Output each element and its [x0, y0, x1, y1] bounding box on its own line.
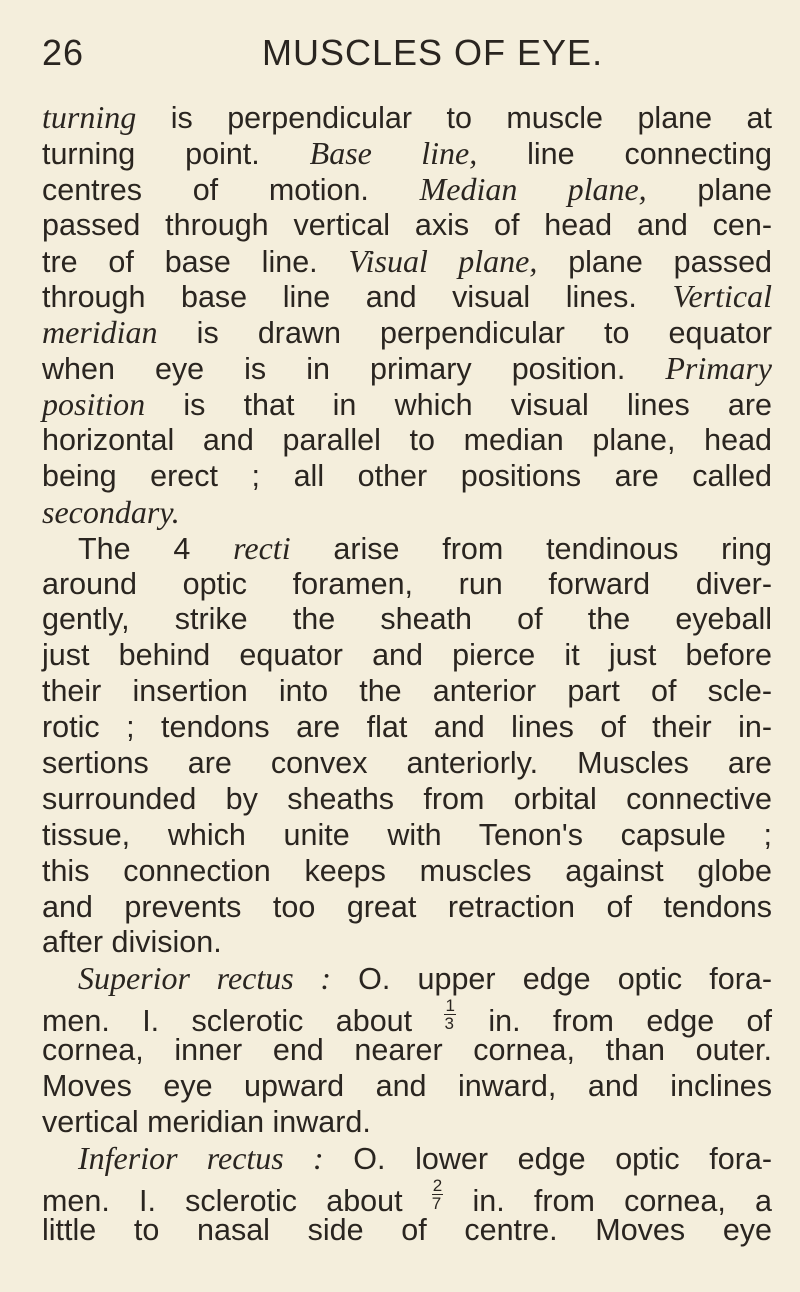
text-line — [42, 531, 772, 567]
text-run: in. from edge of — [455, 1004, 772, 1039]
text-run: The 4 — [78, 531, 234, 566]
text-line — [42, 996, 772, 1039]
italic-term: Superior rectus : — [78, 960, 332, 997]
text-line — [42, 244, 772, 280]
text-line — [42, 136, 772, 172]
text-run: O. upper edge optic fora- — [331, 962, 772, 997]
italic-term: position — [42, 386, 146, 423]
text-line — [42, 674, 772, 710]
text-line — [42, 602, 772, 638]
text-run: after division. — [42, 925, 222, 960]
italic-term: turning — [42, 99, 137, 135]
text-line — [42, 1141, 772, 1177]
text-line — [42, 782, 772, 818]
text-line — [42, 567, 772, 603]
text-line — [42, 423, 772, 459]
text-run: being erect ; all other positions are called — [42, 458, 772, 493]
text-run: men. I. sclerotic about — [42, 1183, 432, 1218]
text-run: cornea, inner end nearer cornea, than outer. — [42, 1033, 772, 1068]
text-run: men. I. sclerotic about — [42, 1004, 445, 1039]
body-text — [42, 100, 772, 1249]
text-line — [42, 459, 772, 495]
text-run: in. from cornea, a — [443, 1183, 772, 1218]
text-run: when eye is in primary position. — [42, 352, 666, 387]
text-line — [42, 100, 772, 136]
book-page — [42, 28, 772, 1249]
text-run: tre of base line. — [42, 244, 349, 279]
fraction-denominator: 3 — [444, 1014, 454, 1034]
text-line — [42, 854, 772, 890]
text-run: is drawn perpendicular to equator — [157, 316, 772, 351]
text-line — [42, 1105, 772, 1141]
text-run: rotic ; tendons are flat and lines of their in- — [42, 710, 772, 745]
text-line — [42, 961, 772, 997]
text-run: their insertion into the anterior part of scle- — [42, 674, 772, 709]
text-run: plane passed — [537, 244, 773, 279]
italic-term: recti — [233, 529, 291, 566]
italic-term: Base line, — [309, 134, 478, 171]
text-run: arise from tendinous ring — [290, 531, 773, 566]
text-run: O. lower edge optic fora- — [323, 1141, 772, 1176]
italic-term: Visual plane, — [348, 242, 538, 279]
text-line — [42, 925, 772, 961]
text-line — [42, 818, 772, 854]
italic-term: Inferior rectus : — [78, 1139, 324, 1176]
text-run: sertions are convex anteriorly. Muscles are — [42, 746, 772, 781]
text-line — [42, 279, 772, 315]
text-line — [42, 495, 772, 531]
text-run: plane — [646, 172, 773, 207]
text-run: Moves eye upward and inward, and inclines — [42, 1069, 772, 1104]
fraction-numerator: 2 — [432, 1175, 443, 1195]
text-line — [42, 638, 772, 674]
text-run: surrounded by sheaths from orbital connective — [42, 781, 772, 816]
text-line — [42, 710, 772, 746]
text-line — [42, 208, 772, 244]
page-number: 26 — [42, 32, 85, 73]
fraction — [432, 1177, 443, 1212]
text-line — [42, 315, 772, 351]
text-run: through base line and visual lines. — [42, 280, 673, 315]
italic-term: Primary — [665, 350, 772, 387]
text-line — [42, 890, 772, 926]
text-line — [42, 1175, 772, 1218]
text-line — [42, 1069, 772, 1105]
text-run: just behind equator and pierce it just before — [42, 638, 772, 673]
text-run: and prevents too great retraction of tendons — [42, 889, 772, 924]
page-header — [42, 28, 772, 78]
text-line — [42, 387, 772, 423]
fraction-denominator: 7 — [431, 1193, 442, 1213]
text-run: tissue, which unite with Tenon's capsule ; — [42, 817, 772, 852]
text-run: vertical meridian inward. — [42, 1104, 371, 1139]
text-run: centres of motion. — [42, 172, 420, 207]
text-run: is perpendicular to muscle plane at — [136, 101, 772, 135]
italic-term: Median plane, — [419, 170, 647, 207]
text-line — [42, 172, 772, 208]
running-head: MUSCLES OF EYE. — [262, 32, 604, 73]
fraction — [444, 997, 455, 1032]
text-run: little to nasal side of centre. Moves eye — [42, 1212, 772, 1247]
text-run: is that in which visual lines are — [145, 388, 772, 423]
italic-term: meridian — [42, 314, 158, 351]
text-line — [42, 746, 772, 782]
fraction-numerator: 1 — [445, 996, 455, 1016]
italic-term: Vertical — [672, 278, 772, 315]
text-line — [42, 1213, 772, 1249]
text-run: this connection keeps muscles against globe — [42, 853, 772, 888]
text-run: turning point. — [42, 136, 310, 171]
text-run: line connecting — [477, 136, 772, 171]
text-run: horizontal and parallel to median plane, head — [42, 423, 772, 458]
text-run: around optic foramen, run forward diver- — [42, 566, 772, 601]
text-run: passed through vertical axis of head and cen- — [42, 207, 772, 242]
text-line — [42, 351, 772, 387]
text-line — [42, 1033, 772, 1069]
text-run: gently, strike the sheath of the eyeball — [42, 602, 772, 637]
italic-term: secondary. — [42, 493, 180, 530]
